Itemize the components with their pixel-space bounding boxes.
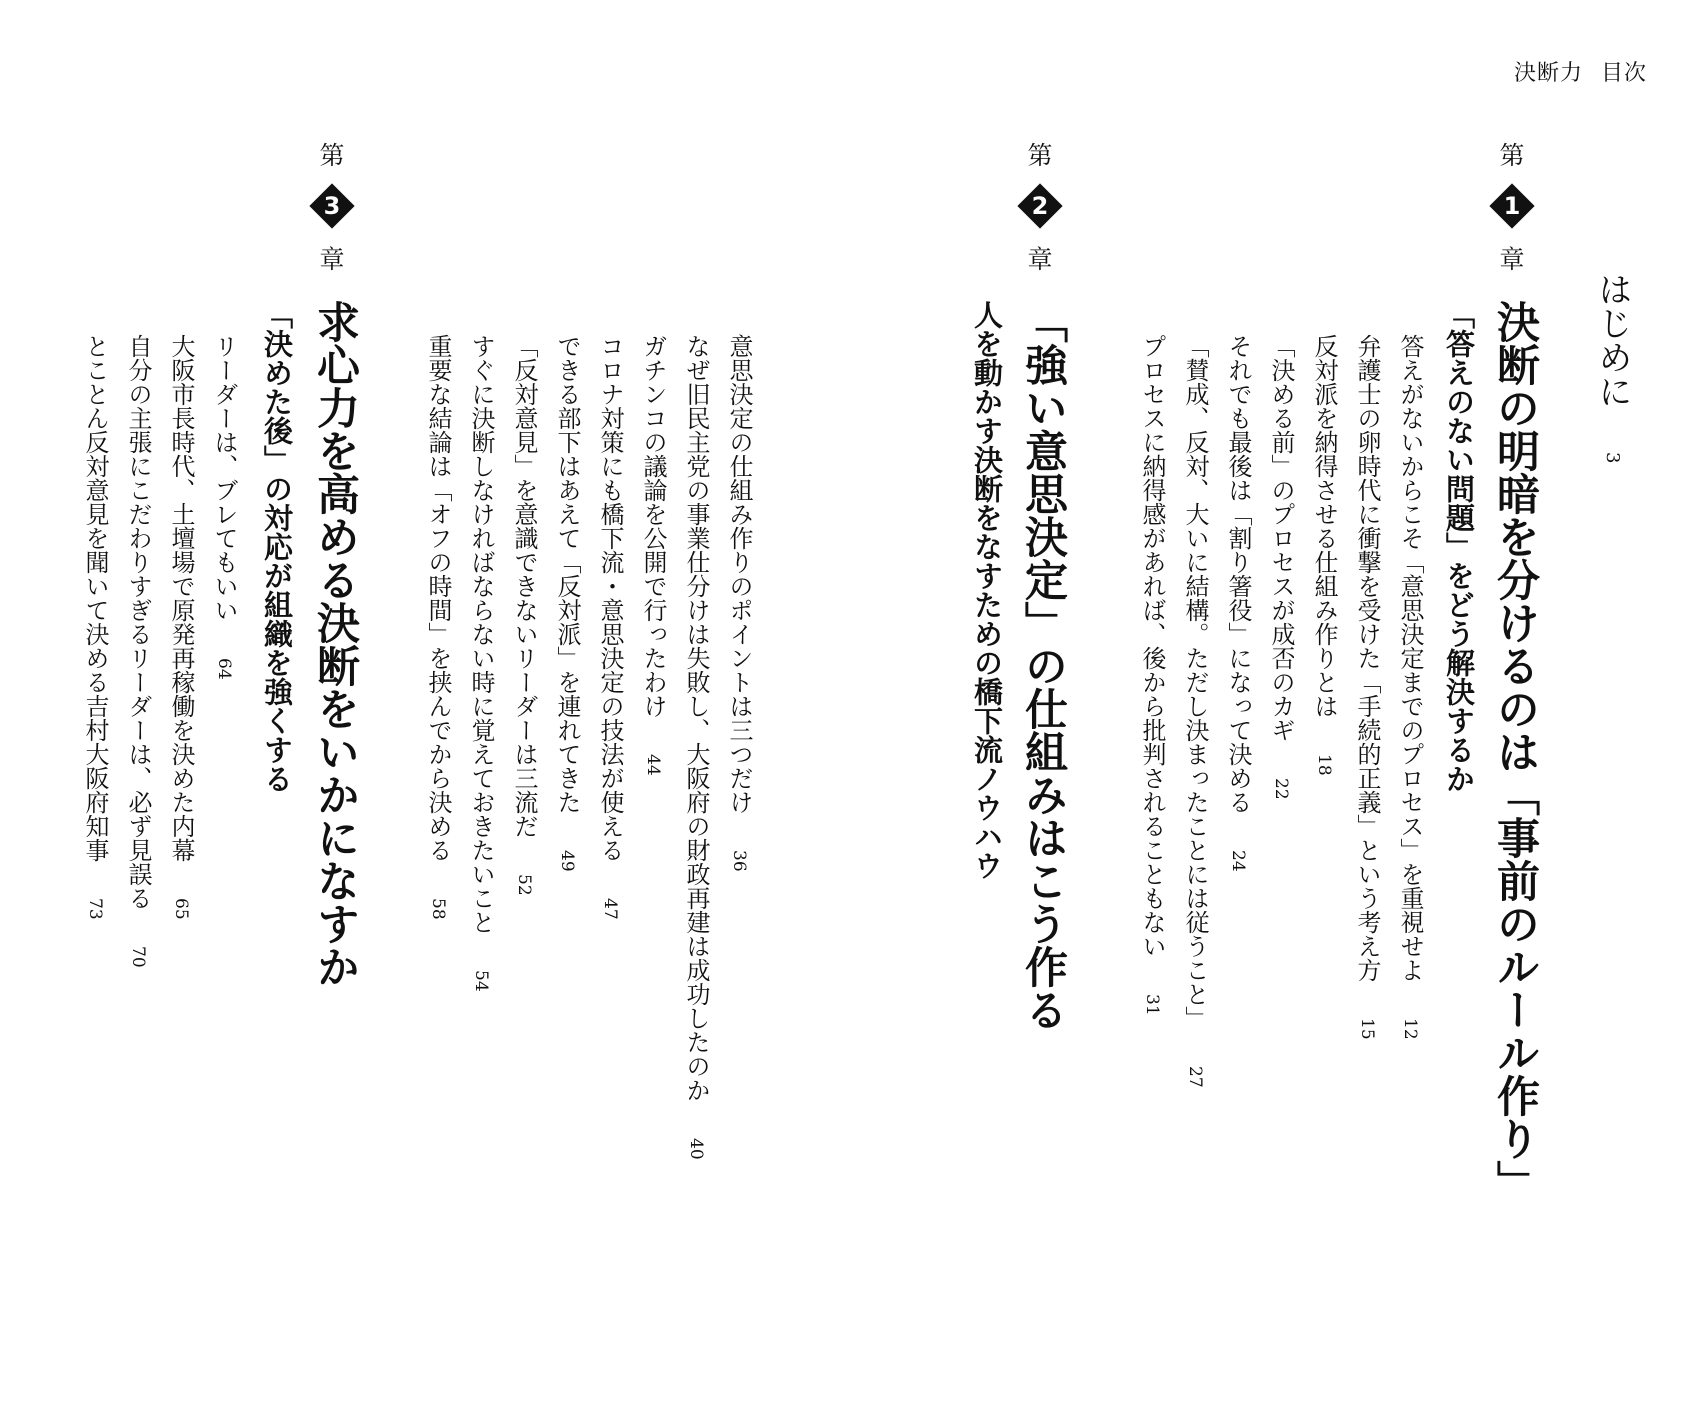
toc-item[interactable] [469,334,493,992]
chapter-1-marker [1482,136,1542,276]
toc-item-text: それでも最後は「割り箸役」になって決める [1224,334,1252,814]
chapter-3-title[interactable]: 求心力を高める決断をいかになすか [310,300,360,988]
page-number: 58 [428,898,448,920]
page-number: 52 [514,874,534,896]
chapter-1-title[interactable]: 決断の明暗を分けるのは「事前のルール作り」 [1490,300,1540,1203]
book-title: 決断力 [1513,61,1583,86]
page-number: 12 [1400,1018,1420,1040]
toc-item-text: すぐに決断しなければならない時に覚えておきたいこと [467,334,495,934]
page-number: 15 [1357,1018,1377,1040]
running-header [1514,56,1647,87]
toc-item[interactable] [1269,334,1293,800]
page-number: 64 [214,658,234,680]
page-number: 22 [1271,778,1291,800]
chapter-number: 2 [1031,192,1049,220]
chapter-2-subtitle: 人を動かす決断をなすための橋下流ノウハウ [970,300,1004,880]
page-number: 54 [471,970,491,992]
toc-item-text: ガチンコの議論を公開で行ったわけ [639,334,667,718]
chapter-number: 3 [323,192,341,220]
page-number: 47 [600,898,620,920]
toc-item[interactable] [641,334,665,776]
toc-item-text: 「反対意見」を意識できないリーダーは三流だ [510,334,538,838]
page-number: 65 [171,898,191,920]
chapter-3-marker [302,136,362,276]
chapter-label-bottom: 章 [1027,245,1053,274]
chapter-label-bottom: 章 [319,245,345,274]
page-number: 31 [1142,994,1162,1016]
toc-item-text: 「賛成、反対、大いに結構。ただし決まったことには従うこと」 [1181,334,1209,1030]
toc-item-text: コロナ対策にも橋下流・意思決定の技法が使える [596,334,624,862]
chapter-1-subtitle: 「答えのない問題」をどう解決するか [1442,300,1476,793]
toc-item-text: 大阪市長時代、土壇場で原発再稼働を決めた内幕 [167,334,195,862]
toc-item-text: プロセスに納得感があれば、後から批判されることもない [1138,334,1166,958]
toc-item-text: 重要な結論は「オフの時間」を挟んでから決める [424,334,452,862]
chapter-number-badge [1488,182,1536,230]
page-number: 3 [1602,452,1623,464]
toc-item[interactable] [1140,334,1164,1016]
chapter-3-subtitle: 「決めた後」の対応が組織を強くする [260,300,294,793]
toc-item[interactable] [684,334,708,1160]
chapter-2-marker [1010,136,1070,276]
toc-item[interactable] [83,334,107,920]
toc-item[interactable] [1312,334,1336,776]
toc-item[interactable] [126,334,150,968]
toc-item-text: とことん反対意見を聞いて決める吉村大阪府知事 [81,334,109,862]
page-number: 27 [1185,1066,1205,1088]
chapter-2-title[interactable]: 「強い意思決定」の仕組みはこう作る [1018,300,1068,1031]
chapter-number-badge [1016,182,1064,230]
page-number: 44 [643,754,663,776]
page-number: 40 [686,1138,706,1160]
page-number: 36 [729,850,749,872]
toc-item-text: なぜ旧民主党の事業仕分けは失敗し、大阪府の財政再建は成功したのか [682,334,710,1102]
toc-intro[interactable] [1592,272,1632,464]
page-number: 18 [1314,754,1334,776]
toc-item-text: 反対派を納得させる仕組み作りとは [1310,334,1338,718]
intro-title: はじめに [1592,272,1632,408]
toc-item-text: 自分の主張にこだわりすぎるリーダーは、必ず見誤る [124,334,152,910]
toc-item-text: 弁護士の卵時代に衝撃を受けた「手続的正義」という考え方 [1353,334,1381,982]
chapter-label-top: 第 [1027,141,1053,170]
page-number: 24 [1228,850,1248,872]
toc-item[interactable] [727,334,751,872]
toc-item[interactable] [1355,334,1379,1040]
toc-item[interactable] [212,334,236,680]
toc-item-text: 答えがないからこそ「意思決定までのプロセス」を重視せよ [1396,334,1424,982]
toc-item[interactable] [1183,334,1207,1088]
chapter-number-badge [308,182,356,230]
page-number: 70 [128,946,148,968]
toc-item-text: 「決める前」のプロセスが成否のカギ [1267,334,1295,742]
toc-item[interactable] [512,334,536,896]
toc-item[interactable] [1398,334,1422,1040]
toc-item-text: 意思決定の仕組み作りのポイントは三つだけ [725,334,753,814]
toc-item[interactable] [169,334,193,920]
toc-item-text: リーダーは、ブレてもいい [210,334,238,622]
toc-item[interactable] [598,334,622,920]
toc-item[interactable] [426,334,450,920]
chapter-label-top: 第 [1499,141,1525,170]
page-number: 73 [85,898,105,920]
section-label: 目次 [1600,61,1647,86]
toc-item[interactable] [1226,334,1250,872]
chapter-label-top: 第 [319,141,345,170]
chapter-number: 1 [1503,192,1521,220]
chapter-label-bottom: 章 [1499,245,1525,274]
page-number: 49 [557,850,577,872]
toc-item[interactable] [555,334,579,872]
toc-item-text: できる部下はあえて「反対派」を連れてきた [553,334,581,814]
